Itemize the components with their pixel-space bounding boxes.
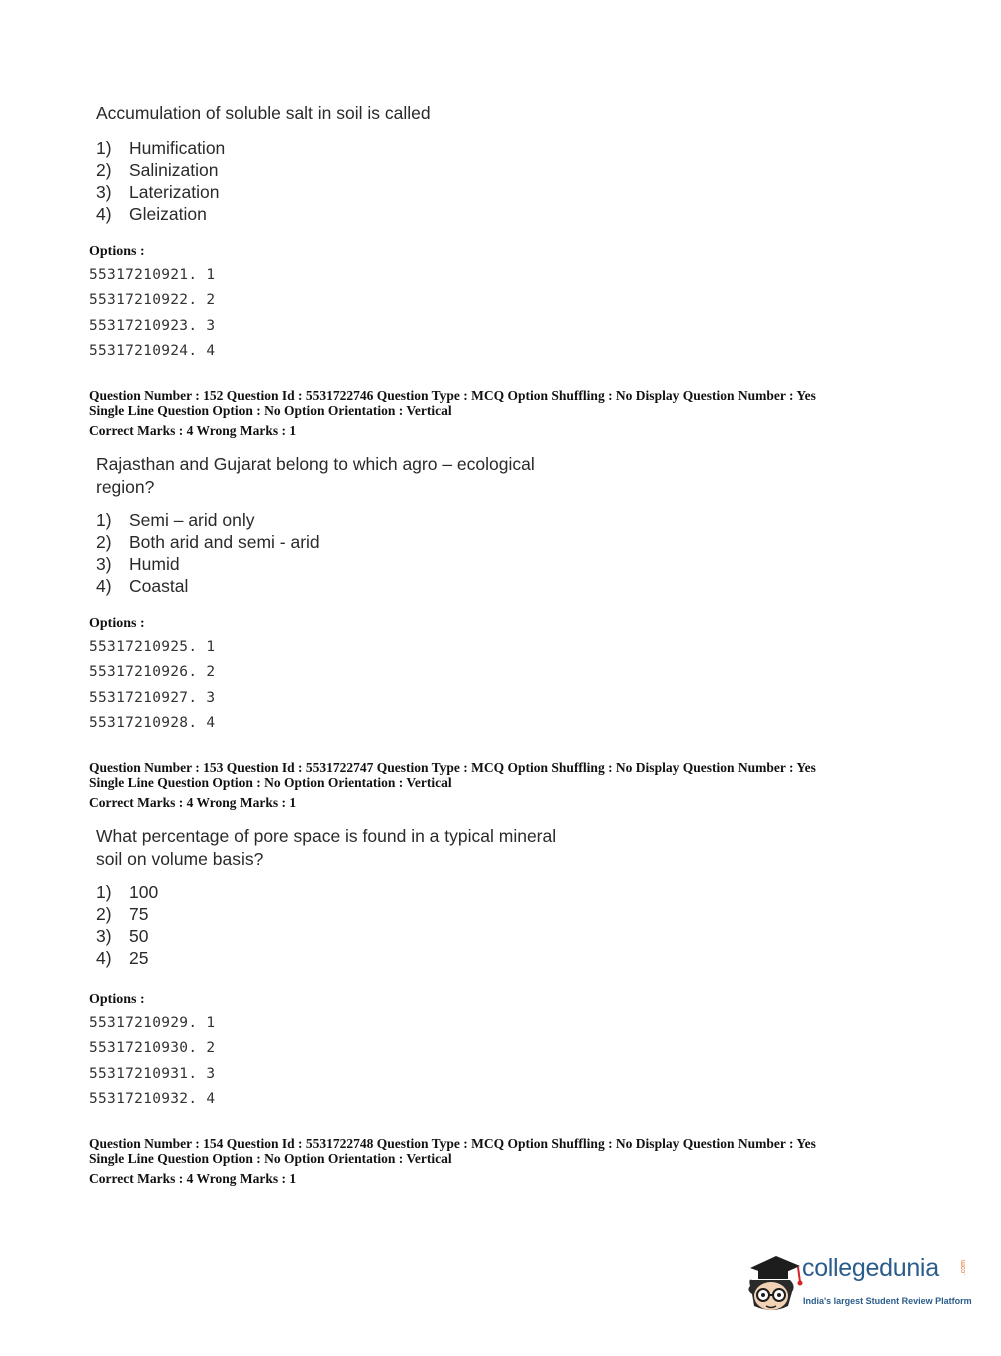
option-id-line: 55317210923. 3 [89, 317, 216, 334]
meta-line-1: Question Number : 153 Question Id : 5531722747 Question Type : MCQ Option Shuffling : No Display Question Number : Yes [89, 760, 816, 775]
choice-3: 3) Laterization [96, 182, 220, 202]
choice-2: 2) 75 [96, 904, 149, 924]
marks-line: Correct Marks : 4 Wrong Marks : 1 [89, 1171, 297, 1186]
meta-line-1: Question Number : 152 Question Id : 5531722746 Question Type : MCQ Option Shuffling : No Display Question Number : Yes [89, 388, 816, 403]
logo-tagline: India's largest Student Review Platform [803, 1296, 972, 1306]
question-153-options [89, 991, 215, 1112]
question-153-body [96, 825, 556, 969]
question-154-meta [89, 1136, 816, 1186]
question-text-line-2: region? [96, 477, 155, 497]
meta-line-2: Single Line Question Option : No Option Orientation : Vertical [89, 1151, 452, 1166]
choice-3: 3) Humid [96, 554, 180, 574]
option-id-line: 55317210930. 2 [89, 1040, 216, 1057]
question-152-options [89, 615, 215, 736]
options-heading: Options : [89, 992, 145, 1007]
option-id-line: 55317210922. 2 [89, 292, 216, 309]
option-id-line: 55317210928. 4 [89, 714, 216, 731]
meta-line-1: Question Number : 154 Question Id : 5531722748 Question Type : MCQ Option Shuffling : No Display Question Number : Yes [89, 1136, 816, 1151]
question-text-line-1: What percentage of pore space is found in a typical mineral [96, 826, 557, 846]
question-text-line-1: Rajasthan and Gujarat belong to which agro – ecological [96, 454, 535, 474]
question-151-options [89, 243, 215, 364]
meta-line-2: Single Line Question Option : No Option Orientation : Vertical [89, 403, 452, 418]
logo-wordmark: collegedunia [802, 1254, 939, 1282]
marks-line: Correct Marks : 4 Wrong Marks : 1 [89, 795, 297, 810]
choice-4: 4) Coastal [96, 576, 189, 596]
question-text: Accumulation of soluble salt in soil is called [96, 103, 431, 123]
choice-4: 4) 25 [96, 948, 149, 968]
option-id-line: 55317210929. 1 [89, 1015, 216, 1031]
option-id-line: 55317210921. 1 [89, 267, 216, 283]
choice-1: 1) Humification [96, 138, 226, 158]
choice-2: 2) Salinization [96, 160, 219, 180]
marks-line: Correct Marks : 4 Wrong Marks : 1 [89, 423, 297, 438]
choice-1: 1) 100 [96, 882, 159, 902]
question-152-body [96, 453, 535, 597]
option-id-line: 55317210932. 4 [89, 1090, 216, 1107]
question-153-meta [89, 760, 816, 810]
choice-3: 3) 50 [96, 926, 149, 946]
question-151-body [96, 102, 431, 225]
question-text-line-2: soil on volume basis? [96, 849, 264, 869]
option-id-line: 55317210924. 4 [89, 342, 216, 359]
choice-2: 2) Both arid and semi - arid [96, 532, 320, 552]
logo-suffix: .com [960, 1260, 967, 1276]
collegedunia-logo [742, 1250, 972, 1320]
choice-1: 1) Semi – arid only [96, 510, 255, 530]
question-152-meta [89, 388, 816, 438]
option-id-line: 55317210926. 2 [89, 664, 216, 681]
options-heading: Options : [89, 244, 145, 259]
choice-4: 4) Gleization [96, 204, 207, 224]
option-id-line: 55317210931. 3 [89, 1065, 216, 1082]
option-id-line: 55317210925. 1 [89, 639, 216, 655]
options-heading: Options : [89, 616, 145, 631]
student-mascot-icon [742, 1250, 804, 1316]
option-id-line: 55317210927. 3 [89, 689, 216, 706]
meta-line-2: Single Line Question Option : No Option Orientation : Vertical [89, 775, 452, 790]
